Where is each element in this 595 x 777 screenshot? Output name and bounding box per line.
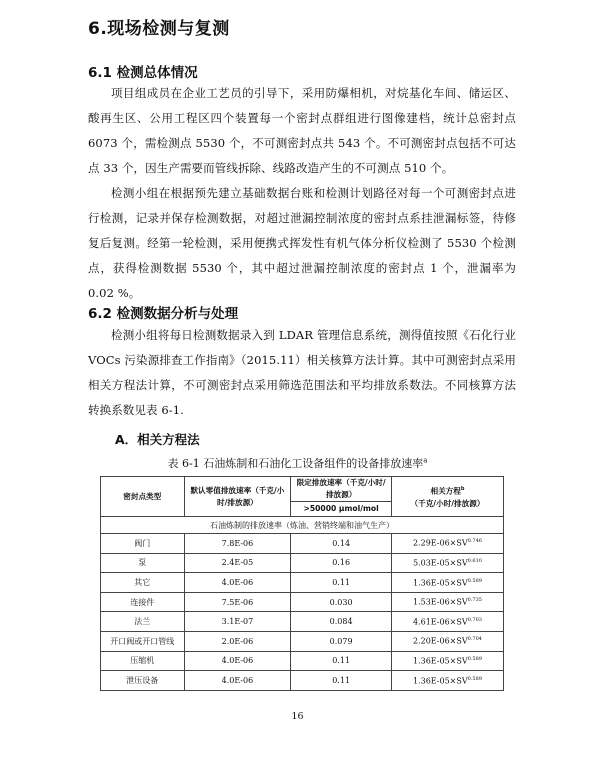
cell-eq-base: 1.36E-05×SV bbox=[412, 656, 468, 666]
table-row bbox=[101, 592, 504, 612]
cell-type: 连接件 bbox=[101, 592, 185, 612]
table-group-row: 石油炼制的排放速率（炼油、营销终端和油气生产） bbox=[101, 517, 504, 534]
cell-type: 泄压设备 bbox=[101, 671, 185, 691]
cell-eq-exp: 0.589 bbox=[467, 675, 482, 682]
header-eq-sup: b bbox=[460, 486, 465, 493]
table-row bbox=[101, 612, 504, 632]
cell-equation bbox=[391, 612, 503, 632]
cell-type: 其它 bbox=[101, 573, 185, 593]
cell-eq-exp: 0.610 bbox=[467, 558, 482, 565]
cell-eq-exp: 0.704 bbox=[467, 636, 482, 643]
table-row bbox=[101, 671, 504, 691]
cell-eq-base: 4.61E-06×SV bbox=[412, 617, 468, 627]
cell-eq-base: 2.20E-06×SV bbox=[412, 637, 468, 647]
cell-eq-exp: 0.735 bbox=[467, 597, 482, 604]
cell-limit-rate: 0.11 bbox=[291, 671, 392, 691]
table-caption-sup: a bbox=[423, 456, 428, 465]
cell-eq-exp: 0.589 bbox=[467, 656, 482, 663]
subsection-title-6-1: 6.1 检测总体情况 bbox=[88, 65, 198, 81]
cell-zero-rate: 3.1E-07 bbox=[184, 612, 291, 632]
cell-eq-base: 5.03E-05×SV bbox=[412, 558, 468, 568]
cell-zero-rate: 7.5E-06 bbox=[184, 592, 291, 612]
page-number: 16 bbox=[291, 711, 304, 722]
cell-eq-base: 1.53E-06×SV bbox=[412, 597, 468, 607]
table-row bbox=[101, 573, 504, 593]
paragraph-overview-1: 项目组成员在企业工艺员的引导下，采用防爆相机，对烷基化车间、储运区、酸再生区、公用工程区四个装置每一个密封点群组进行图像建档，统计总密封点6073 个，需检测点 5530 个，不可测密封点共 543 个。不可测密封点包括不可达点 33 个，因生产需要而管线拆除、线路改造产生的不可测点 510 个。 bbox=[88, 86, 516, 175]
cell-equation bbox=[391, 573, 503, 593]
cell-eq-exp: 0.589 bbox=[467, 577, 482, 584]
cell-eq-base: 1.36E-05×SV bbox=[412, 676, 468, 686]
header-eq-unit: （千克/小时/排放源） bbox=[410, 498, 485, 508]
cell-eq-base: 2.29E-06×SV bbox=[412, 539, 468, 549]
cell-eq-base: 1.36E-05×SV bbox=[412, 578, 468, 588]
paragraph-analysis: 检测小组将每日检测数据录入到 LDAR 管理信息系统，测得值按照《石化行业 VOCs 污染源排查工作指南》（2015.11）相关核算方法计算。其中可测密封点采用相关方程法计算，不可测密封点采用筛选范围法和平均排放系数法。不同核算方法转换系数见表 6-1. bbox=[88, 328, 516, 417]
cell-limit-rate: 0.16 bbox=[291, 553, 392, 573]
cell-type: 开口阀或开口管线 bbox=[101, 631, 185, 651]
cell-limit-rate: 0.14 bbox=[291, 534, 392, 554]
cell-zero-rate: 2.0E-06 bbox=[184, 631, 291, 651]
cell-type: 法兰 bbox=[101, 612, 185, 632]
cell-limit-rate: 0.084 bbox=[291, 612, 392, 632]
cell-equation bbox=[391, 631, 503, 651]
header-default-zero-rate: 默认零值排放速率（千克/小时/排放源） bbox=[184, 477, 291, 517]
cell-equation bbox=[391, 592, 503, 612]
cell-zero-rate: 4.0E-06 bbox=[184, 573, 291, 593]
cell-equation bbox=[391, 553, 503, 573]
cell-limit-rate: 0.11 bbox=[291, 573, 392, 593]
cell-limit-rate: 0.030 bbox=[291, 592, 392, 612]
cell-eq-exp: 0.746 bbox=[467, 538, 482, 545]
method-title: A．相关方程法 bbox=[115, 432, 200, 447]
cell-equation bbox=[391, 534, 503, 554]
table-caption bbox=[0, 455, 595, 471]
table-row bbox=[101, 651, 504, 671]
cell-type: 泵 bbox=[101, 553, 185, 573]
header-limit-threshold: >50000 μmol/mol bbox=[291, 502, 392, 517]
header-eq-label: 相关方程 bbox=[430, 486, 461, 496]
section-title: 6.现场检测与复测 bbox=[88, 19, 230, 39]
header-correlation-equation bbox=[391, 477, 503, 517]
header-seal-type: 密封点类型 bbox=[101, 477, 185, 517]
cell-zero-rate: 4.0E-06 bbox=[184, 651, 291, 671]
cell-zero-rate: 7.8E-06 bbox=[184, 534, 291, 554]
cell-eq-exp: 0.703 bbox=[467, 616, 482, 623]
cell-zero-rate: 2.4E-05 bbox=[184, 553, 291, 573]
cell-type: 压缩机 bbox=[101, 651, 185, 671]
table-row bbox=[101, 553, 504, 573]
cell-equation bbox=[391, 651, 503, 671]
cell-type: 阀门 bbox=[101, 534, 185, 554]
cell-limit-rate: 0.079 bbox=[291, 631, 392, 651]
table-row bbox=[101, 631, 504, 651]
cell-limit-rate: 0.11 bbox=[291, 651, 392, 671]
table-row bbox=[101, 534, 504, 554]
header-limit-rate: 限定排放速率（千克/小时/排放源） bbox=[291, 477, 392, 502]
emission-rate-table bbox=[100, 476, 504, 691]
subsection-title-6-2: 6.2 检测数据分析与处理 bbox=[88, 306, 239, 322]
cell-zero-rate: 4.0E-06 bbox=[184, 671, 291, 691]
table-caption-text: 表 6-1 石油炼制和石油化工设备组件的设备排放速率 bbox=[167, 457, 424, 470]
paragraph-overview-2: 检测小组在根据预先建立基础数据台账和检测计划路径对每一个可测密封点进行检测，记录并保存检测数据，对超过泄漏控制浓度的密封点系挂泄漏标签，待修复后复测。经第一轮检测，采用便携式挥发性有机气体分析仪检测了 5530 个检测点，获得检测数据 5530 个，其中超过泄漏控制浓度的密封点 1 个，泄漏率为 0.02 %。 bbox=[88, 186, 516, 300]
cell-equation bbox=[391, 671, 503, 691]
